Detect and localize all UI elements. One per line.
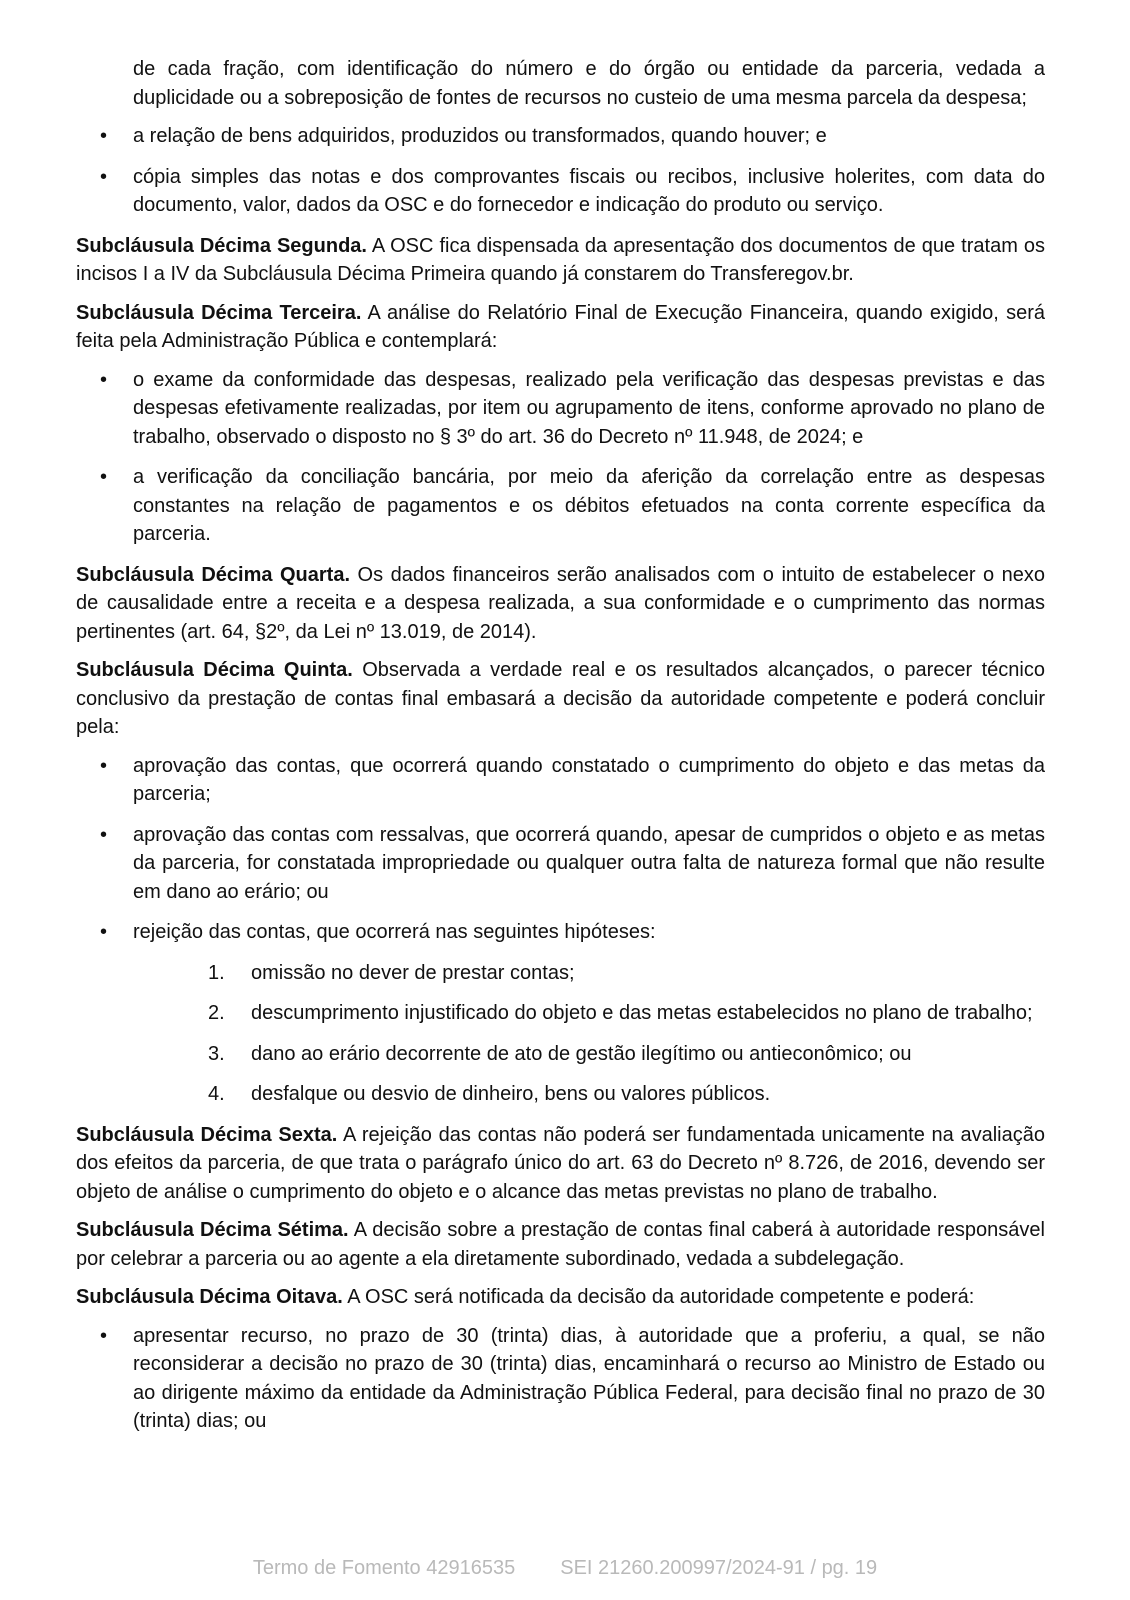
number-marker: 3. bbox=[208, 1042, 225, 1065]
numbered-item bbox=[208, 1040, 1045, 1069]
paragraph-subclausula-decima-sexta bbox=[76, 1121, 1045, 1207]
paragraph-lead: Subcláusula Décima Quinta. bbox=[76, 659, 353, 681]
numbered-item bbox=[208, 959, 1045, 988]
paragraph-subclausula-decima-terceira bbox=[76, 299, 1045, 356]
bullet-marker-icon: • bbox=[100, 1324, 108, 1347]
document-content bbox=[76, 55, 1045, 1448]
bullet-text: a relação de bens adquiridos, produzidos ou transformados, quando houver; e bbox=[133, 125, 827, 147]
footer-document-ref: Termo de Fomento 42916535 bbox=[252, 1557, 516, 1579]
bullet-text: apresentar recurso, no prazo de 30 (trinta) dias, à autoridade que a proferiu, a qual, se não reconsiderar a decisão no prazo de 30 (trinta) dias, encaminhará o recurso ao Ministro de Estado ou ao dirigente máximo da entidade da Administração Pública Federal, para decisão final no prazo de 30 (trinta) dias; ou bbox=[133, 1324, 1045, 1432]
paragraph-subclausula-decima-oitava bbox=[76, 1283, 1045, 1312]
paragraph-text: Os dados financeiros serão analisados com o intuito de estabelecer o nexo de causalidade entre a receita e a despesa realizada, a sua conformidade e o cumprimento das normas pertinentes (art. 64, §2º, da Lei nº 13.019, de 2014). bbox=[76, 563, 1045, 643]
bullet-marker-icon: • bbox=[100, 754, 108, 777]
paragraph-lead: Subcláusula Décima Segunda. bbox=[76, 234, 367, 257]
bullet-item bbox=[76, 463, 1045, 549]
number-marker: 4. bbox=[208, 1083, 225, 1105]
numbered-item bbox=[208, 999, 1045, 1028]
bullet-marker-icon: • bbox=[100, 921, 108, 943]
bullet-text: o exame da conformidade das despesas, realizado pela verificação das despesas previstas e das despesas efetivamente realizadas, por item ou agrupamento de itens, conforme aprovado no plano de trabalho, observado o disposto no § 3º do art. 36 do Decreto nº 11.948, de 2024; e bbox=[133, 368, 1045, 448]
bullet-text: a verificação da conciliação bancária, por meio da aferição da correlação entre as despesas constantes na relação de pagamentos e os débitos efetuados na conta corrente específica da parceria. bbox=[133, 466, 1045, 545]
numbered-item bbox=[208, 1080, 1045, 1109]
paragraph-subclausula-decima-quarta bbox=[76, 561, 1045, 647]
paragraph-text: A OSC será notificada da decisão da autoridade competente e poderá: bbox=[342, 1286, 975, 1308]
bullet-marker-icon: • bbox=[100, 823, 108, 846]
numbered-text: desfalque ou desvio de dinheiro, bens ou valores públicos. bbox=[251, 1083, 771, 1105]
bullet-marker-icon: • bbox=[100, 368, 108, 391]
bullet-item bbox=[76, 366, 1045, 452]
paragraph-text: A decisão sobre a prestação de contas final caberá à autoridade responsável por celebrar a parceria ou ao agente a ela diretamente subordinado, vedada a subdelegação. bbox=[76, 1219, 1045, 1270]
bullet-item bbox=[76, 122, 1045, 151]
bullet-marker-icon: • bbox=[100, 466, 108, 488]
page-footer bbox=[0, 1556, 1130, 1580]
paragraph-text: A OSC fica dispensada da apresentação dos documentos de que tratam os incisos I a IV da Subcláusula Décima Primeira quando já constarem do Transferegov.br. bbox=[76, 234, 1045, 285]
numbered-text: dano ao erário decorrente de ato de gestão ilegítimo ou antieconômico; ou bbox=[251, 1042, 912, 1065]
number-marker: 1. bbox=[208, 961, 225, 984]
paragraph-subclausula-decima-segunda bbox=[76, 232, 1045, 289]
bullet-text: rejeição das contas, que ocorrerá nas seguintes hipóteses: bbox=[133, 921, 656, 943]
paragraph-text: A análise do Relatório Final de Execução Financeira, quando exigido, será feita pela Administração Pública e contemplará: bbox=[76, 301, 1045, 352]
bullet-item bbox=[76, 752, 1045, 809]
bullet-item bbox=[76, 821, 1045, 907]
paragraph-lead: Subcláusula Décima Oitava. bbox=[76, 1286, 343, 1308]
bullet-marker-icon: • bbox=[100, 125, 108, 147]
paragraph-lead: Subcláusula Décima Terceira. bbox=[76, 301, 362, 324]
paragraph-subclausula-decima-setima bbox=[76, 1216, 1045, 1273]
footer-sei-ref: SEI 21260.200997/2024-91 / pg. 19 bbox=[560, 1557, 878, 1579]
paragraph-text: A rejeição das contas não poderá ser fundamentada unicamente na avaliação dos efeitos da parceria, de que trata o parágrafo único do art. 63 do Decreto nº 8.726, de 2016, devendo ser objeto de análise o cumprimento do objeto e o alcance das metas previstas no plano de trabalho. bbox=[76, 1123, 1045, 1203]
paragraph-continuation: de cada fração, com identificação do número e do órgão ou entidade da parceria, vedada a duplicidade ou a sobreposição de fontes de recursos no custeio de uma mesma parcela da despesa; bbox=[133, 58, 1045, 109]
paragraph-subclausula-decima-quinta bbox=[76, 656, 1045, 742]
paragraph-lead: Subcláusula Décima Quarta. bbox=[76, 563, 351, 586]
paragraph-lead: Subcláusula Décima Sexta. bbox=[76, 1123, 338, 1146]
numbered-text: descumprimento injustificado do objeto e das metas estabelecidos no plano de trabalho; bbox=[251, 1002, 1033, 1024]
bullet-item bbox=[76, 1322, 1045, 1436]
paragraph-lead: Subcláusula Décima Sétima. bbox=[76, 1219, 349, 1241]
bullet-text: cópia simples das notas e dos comprovantes fiscais ou recibos, inclusive holerites, com data do documento, valor, dados da OSC e do fornecedor e indicação do produto ou serviço. bbox=[133, 165, 1045, 216]
number-marker: 2. bbox=[208, 1002, 225, 1024]
bullet-item bbox=[76, 918, 1045, 947]
bullet-item bbox=[76, 163, 1045, 220]
bullet-text: aprovação das contas, que ocorrerá quando constatado o cumprimento do objeto e das metas da parceria; bbox=[133, 754, 1045, 805]
paragraph-text: Observada a verdade real e os resultados alcançados, o parecer técnico conclusivo da prestação de contas final embasará a decisão da autoridade competente e poderá concluir pela: bbox=[76, 659, 1045, 738]
bullet-text: aprovação das contas com ressalvas, que ocorrerá quando, apesar de cumpridos o objeto e as metas da parceria, for constatada impropriedade ou qualquer outra falta de natureza formal que não resulte em dano ao erário; ou bbox=[133, 823, 1045, 903]
numbered-text: omissão no dever de prestar contas; bbox=[251, 961, 575, 984]
bullet-marker-icon: • bbox=[100, 165, 108, 188]
